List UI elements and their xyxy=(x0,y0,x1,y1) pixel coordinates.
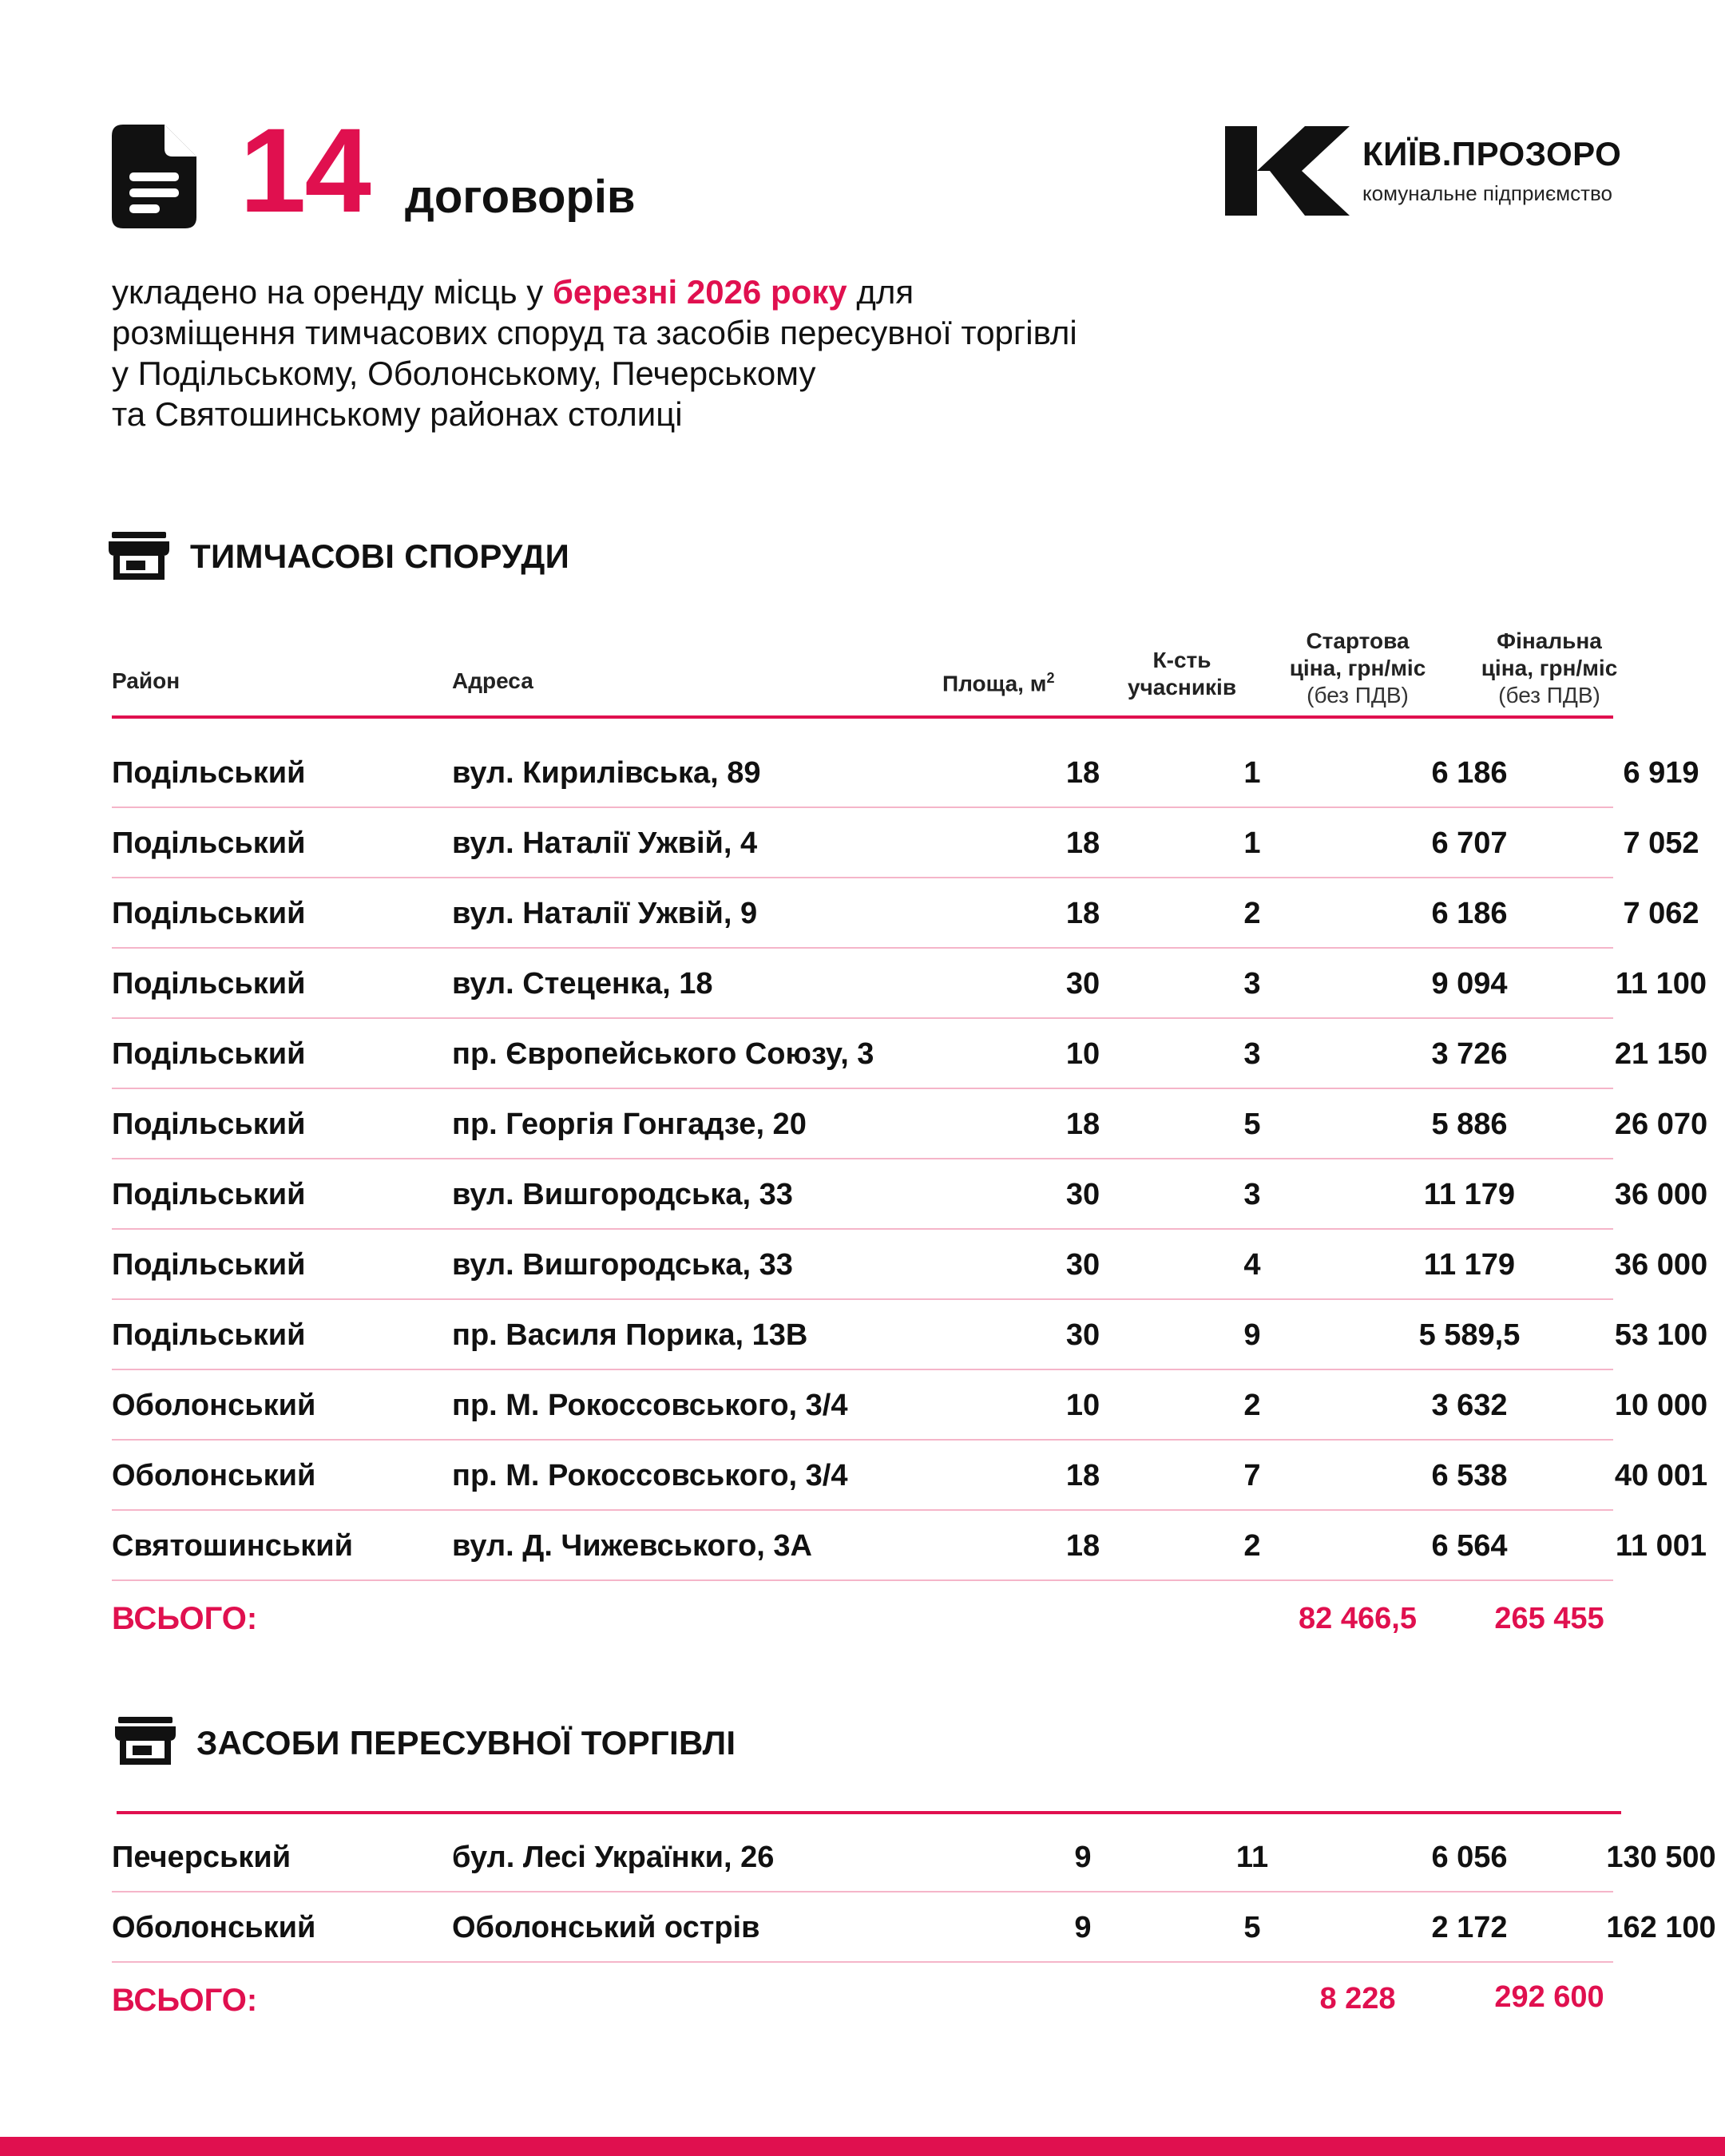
table-row xyxy=(112,949,1707,1019)
cell-area: 30 xyxy=(1065,1248,1100,1282)
section2-total-final: 292 600 xyxy=(1494,1980,1604,2014)
cell-start-price: 6 056 xyxy=(1431,1841,1508,1874)
contracts-count-unit: договорів xyxy=(405,171,636,223)
cell-area: 9 xyxy=(1074,1841,1092,1874)
cell-district: Подільський xyxy=(112,1318,306,1352)
table-row xyxy=(112,1300,1708,1370)
table-row xyxy=(112,808,1699,878)
cell-start-price: 9 094 xyxy=(1431,967,1508,1001)
cell-address: пр. М. Рокоссовського, 3/4 xyxy=(452,1459,848,1492)
cell-final-price: 11 001 xyxy=(1615,1529,1707,1563)
cell-area: 18 xyxy=(1065,1108,1100,1141)
cell-participants: 2 xyxy=(1243,1389,1261,1422)
cell-start-price: 11 179 xyxy=(1423,1248,1516,1282)
cell-district: Подільський xyxy=(112,897,306,930)
cell-district: Печерський xyxy=(112,1841,291,1874)
row-divider xyxy=(112,1579,1613,1581)
table-row xyxy=(112,738,1699,808)
cell-district: Оболонський xyxy=(112,1459,316,1492)
cell-area: 18 xyxy=(1065,826,1100,860)
cell-district: Подільський xyxy=(112,1178,306,1211)
storefront-icon xyxy=(109,532,169,580)
intro-line-3: у Подільському, Оболонському, Печерському xyxy=(112,355,816,392)
cell-district: Святошинський xyxy=(112,1529,354,1563)
cell-area: 18 xyxy=(1065,1459,1100,1492)
col-header-participants: К-сть учасників xyxy=(1127,648,1237,700)
cell-participants: 3 xyxy=(1243,1178,1261,1211)
cell-address: пр. Європейського Союзу, 3 xyxy=(452,1037,874,1071)
cell-address: вул. Наталії Ужвій, 4 xyxy=(452,826,758,860)
section1-total-label: ВСЬОГО: xyxy=(112,1601,258,1636)
cell-address: вул. Вишгородська, 33 xyxy=(452,1248,793,1282)
cell-final-price: 130 500 xyxy=(1606,1841,1716,1874)
cell-participants: 1 xyxy=(1243,756,1261,790)
cell-start-price: 6 186 xyxy=(1431,897,1508,930)
cell-participants: 3 xyxy=(1243,967,1261,1001)
cell-address: вул. Д. Чижевського, 3А xyxy=(452,1529,812,1563)
cell-participants: 9 xyxy=(1243,1318,1261,1352)
cell-area: 18 xyxy=(1065,897,1100,930)
cell-start-price: 6 186 xyxy=(1431,756,1508,790)
cell-start-price: 6 564 xyxy=(1431,1529,1508,1563)
intro-text xyxy=(112,271,1390,434)
logo-name: КИЇВ.ПРОЗОРО xyxy=(1362,135,1622,172)
table-row xyxy=(112,1370,1708,1441)
col-header-start-price: Стартова ціна, грн/міс (без ПДВ) xyxy=(1289,628,1426,707)
cell-district: Подільський xyxy=(112,1037,306,1071)
cell-area: 30 xyxy=(1065,967,1100,1001)
cell-final-price: 6 919 xyxy=(1623,756,1699,790)
row-divider xyxy=(112,1961,1613,1963)
cell-final-price: 36 000 xyxy=(1614,1248,1708,1282)
intro-line-2: розміщення тимчасових споруд та засобів пересувної торгівлі xyxy=(112,314,1077,351)
cell-start-price: 6 538 xyxy=(1431,1459,1508,1492)
cell-start-price: 6 707 xyxy=(1431,826,1508,860)
cell-participants: 11 xyxy=(1235,1841,1269,1874)
cell-final-price: 11 100 xyxy=(1615,967,1707,1001)
table-row xyxy=(112,1822,1716,1892)
cell-start-price: 2 172 xyxy=(1431,1911,1508,1944)
logo xyxy=(1225,126,1656,219)
col-header-area: Площа, $м^2$ xyxy=(942,670,1055,696)
contracts-count: 14 xyxy=(240,103,370,237)
cell-address: бул. Лесі Українки, 26 xyxy=(452,1841,775,1874)
cell-district: Подільський xyxy=(112,1248,306,1282)
section2-divider xyxy=(117,1811,1621,1814)
cell-final-price: 40 001 xyxy=(1614,1459,1708,1492)
cell-area: 9 xyxy=(1074,1911,1092,1944)
cell-address: пр. Василя Порика, 13В xyxy=(452,1318,808,1352)
table-row xyxy=(112,1019,1708,1089)
cell-final-price: 7 062 xyxy=(1623,897,1699,930)
cell-area: 10 xyxy=(1065,1389,1100,1422)
cell-address: вул. Наталії Ужвій, 9 xyxy=(452,897,758,930)
cell-district: Подільський xyxy=(112,1108,306,1141)
section1-total-start: 82 466,5 xyxy=(1299,1602,1417,1635)
cell-participants: 7 xyxy=(1243,1459,1261,1492)
cell-participants: 3 xyxy=(1243,1037,1261,1071)
cell-participants: 2 xyxy=(1243,897,1261,930)
section1-total-final: 265 455 xyxy=(1494,1602,1604,1635)
cell-district: Подільський xyxy=(112,756,306,790)
cell-participants: 1 xyxy=(1243,826,1261,860)
col-header-address: Адреса xyxy=(452,668,533,693)
intro-line-1-end: для xyxy=(847,273,914,311)
cell-address: пр. М. Рокоссовського, 3/4 xyxy=(452,1389,848,1422)
cell-start-price: 5 589,5 xyxy=(1418,1318,1521,1352)
cell-address: вул. Стеценка, 18 xyxy=(452,967,713,1001)
cell-area: 30 xyxy=(1065,1318,1100,1352)
intro-highlight-date: березні 2026 року xyxy=(552,273,847,311)
cell-area: 10 xyxy=(1065,1037,1100,1071)
cell-address: Оболонський острів xyxy=(452,1911,760,1944)
cell-district: Подільський xyxy=(112,826,306,860)
cell-final-price: 10 000 xyxy=(1614,1389,1708,1422)
table-row xyxy=(112,1230,1708,1300)
cell-final-price: 53 100 xyxy=(1614,1318,1708,1352)
table-row xyxy=(112,1892,1716,1963)
cell-start-price: 5 886 xyxy=(1431,1108,1508,1141)
cell-final-price: 162 100 xyxy=(1606,1911,1716,1944)
cell-district: Оболонський xyxy=(112,1389,316,1422)
intro-line-1-start: укладено на оренду місць у xyxy=(112,273,553,311)
header-divider xyxy=(112,715,1613,719)
table-row xyxy=(112,1441,1708,1511)
cell-district: Оболонський xyxy=(112,1911,316,1944)
cell-final-price: 21 150 xyxy=(1614,1037,1708,1071)
col-header-district: Район xyxy=(112,668,180,693)
table-row xyxy=(112,878,1699,949)
section-title-temporary-structures: ТИМЧАСОВІ СПОРУДИ xyxy=(190,537,570,575)
cell-address: вул. Кирилівська, 89 xyxy=(452,756,761,790)
cell-start-price: 3 632 xyxy=(1431,1389,1508,1422)
col-header-final-price: Фінальна ціна, грн/міс (без ПДВ) xyxy=(1481,628,1618,707)
document-icon xyxy=(112,125,196,228)
cell-final-price: 26 070 xyxy=(1614,1108,1708,1141)
logo-subtitle: комунальне підприємство xyxy=(1362,181,1612,205)
cell-final-price: 7 052 xyxy=(1623,826,1699,860)
cell-participants: 5 xyxy=(1243,1911,1261,1944)
cell-district: Подільський xyxy=(112,967,306,1001)
cell-participants: 4 xyxy=(1243,1248,1261,1282)
cell-participants: 2 xyxy=(1243,1529,1261,1563)
cell-area: 30 xyxy=(1065,1178,1100,1211)
section2-total-label: ВСЬОГО: xyxy=(112,1983,258,2018)
cell-start-price: 11 179 xyxy=(1423,1178,1516,1211)
table-row xyxy=(112,1511,1707,1581)
storefront-icon xyxy=(115,1717,176,1765)
cell-area: 18 xyxy=(1065,1529,1100,1563)
cell-start-price: 3 726 xyxy=(1431,1037,1508,1071)
bottom-accent-bar xyxy=(0,2137,1725,2156)
table-row xyxy=(112,1159,1708,1230)
table-row xyxy=(112,1089,1708,1159)
cell-participants: 5 xyxy=(1243,1108,1261,1141)
section2-total-start: 8 228 xyxy=(1319,1982,1396,2015)
logo-k-icon xyxy=(1225,126,1350,216)
cell-address: вул. Вишгородська, 33 xyxy=(452,1178,793,1211)
intro-line-4: та Святошинському районах столиці xyxy=(112,395,683,433)
cell-final-price: 36 000 xyxy=(1614,1178,1708,1211)
cell-address: пр. Георгія Гонгадзе, 20 xyxy=(452,1108,807,1141)
section-title-mobile-trade: ЗАСОБИ ПЕРЕСУВНОЇ ТОРГІВЛІ xyxy=(196,1724,736,1762)
cell-area: 18 xyxy=(1065,756,1100,790)
